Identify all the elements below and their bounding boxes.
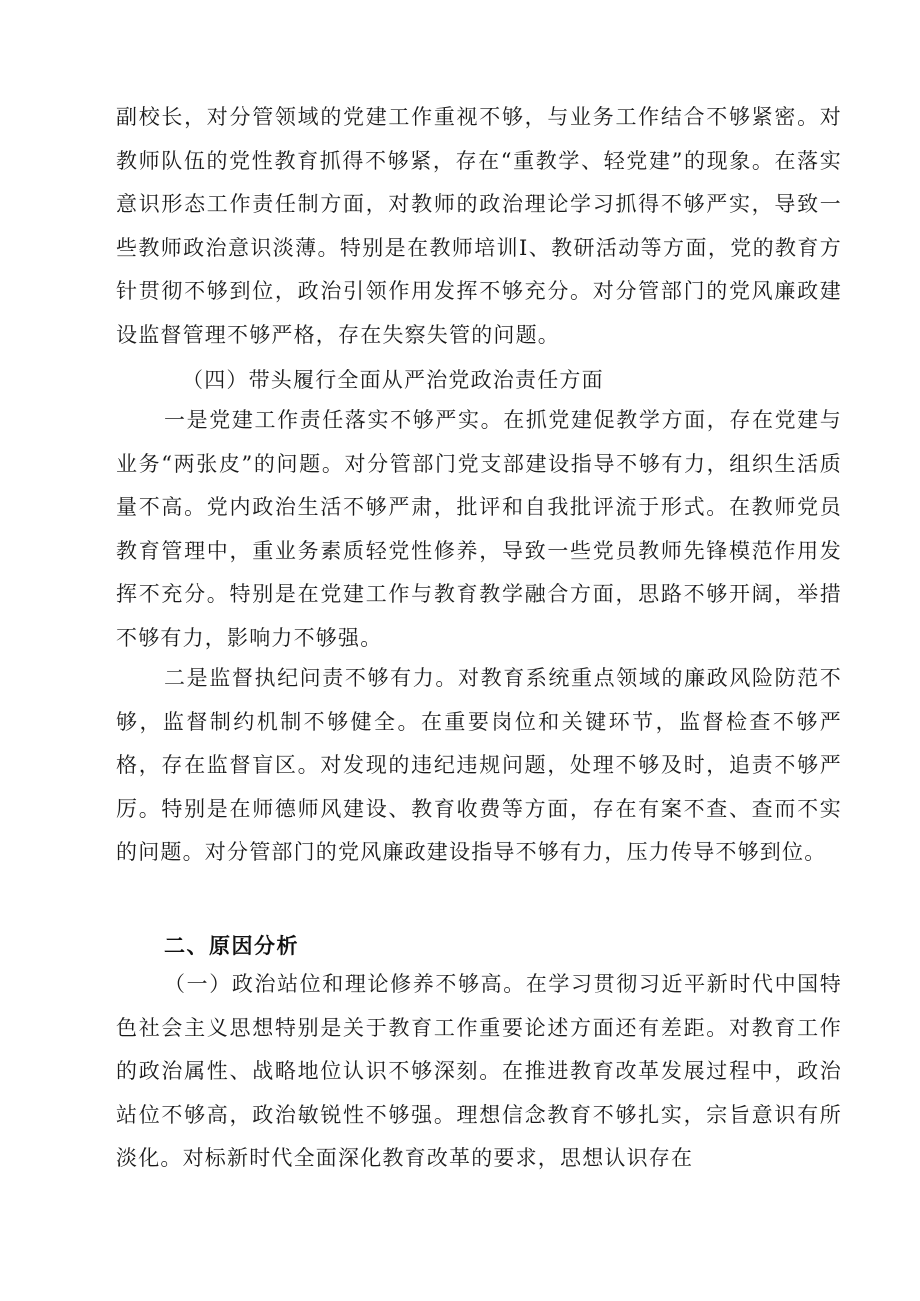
paragraph-political-standing: （一）政治站位和理论修养不够高。在学习贯彻习近平新时代中国特色社会主义思想特别是关于教育工作重要论述方面还有差距。对教育工作的政治属性、战略地位认识不够深刻。在推进教育改革发展过程中，政治站位不够高，政治敏锐性不够强。理想信念教育不够扎实，宗旨意识有所淡化。对标新时代全面深化教育改革的要求，思想认识存在 xyxy=(116,972,842,1170)
paragraph-continued: 副校长，对分管领域的党建工作重视不够，与业务工作结合不够紧密。对教师队伍的党性教育抓得不够紧，存在“重教学、轻党建”的现象。在落实意识形态工作责任制方面，对教师的政治理论学习抓得不够严实，导致一些教师政治意识淡薄。特别是在教师培训I、教研活动等方面，党的教育方针贯彻不够到位，政治引领作用发挥不够充分。对分管部门的党风廉政建设监督管理不够严格，存在失察失管的问题。 xyxy=(116,105,842,347)
section-heading-cause-analysis: 二、原因分析 xyxy=(164,934,299,958)
paragraph-supervision-discipline: 二是监督执纪问责不够有力。对教育系统重点领域的廉政风险防范不够，监督制约机制不够健全。在重要岗位和关键环节，监督检查不够严格，存在监督盲区。对发现的违纪违规问题，处理不够及时，追责不够严厉。特别是在师德师风建设、教育收费等方面，存在有案不查、查而不实的问题。对分管部门的党风廉政建设指导不够有力，压力传导不够到位。 xyxy=(116,666,842,864)
subheading-section-4: （四）带头履行全面从严治党政治责任方面 xyxy=(182,368,604,392)
paragraph-party-building-responsibility: 一是党建工作责任落实不够严实。在抓党建促教学方面，存在党建与业务“两张皮”的问题。对分管部门党支部建设指导不够有力，组织生活质量不高。党内政治生活不够严肃，批评和自我批评流于形式。在教师党员教育管理中，重业务素质轻党性修养，导致一些党员教师先锋模范作用发挥不充分。特别是在党建工作与教育教学融合方面，思路不够开阔，举措不够有力，影响力不够强。 xyxy=(116,408,842,650)
